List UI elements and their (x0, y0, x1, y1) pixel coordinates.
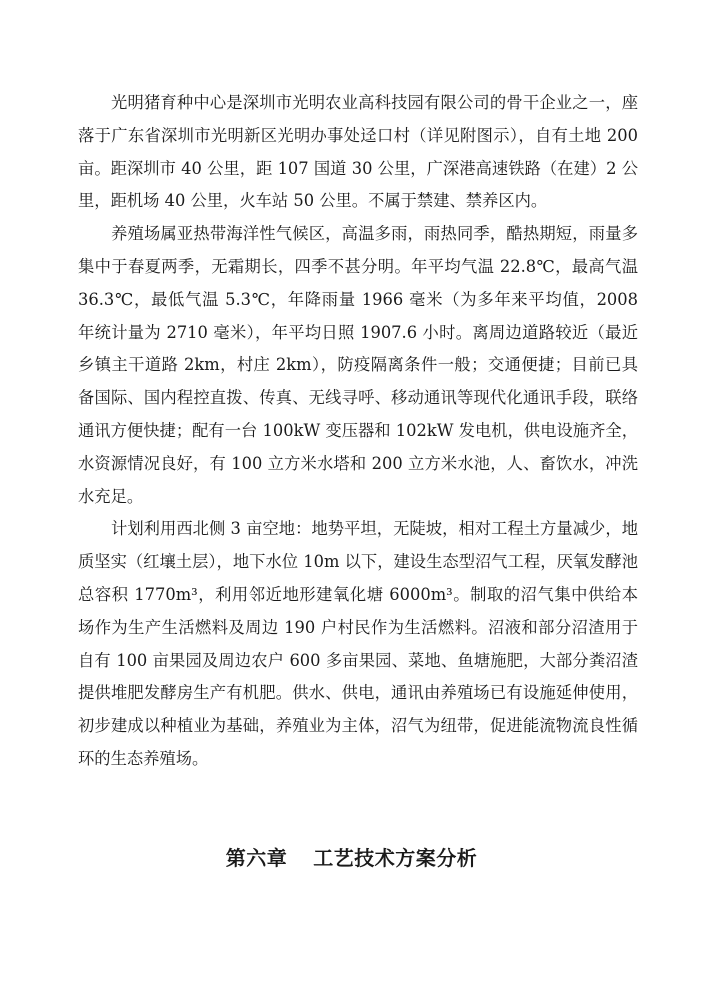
chapter-number: 第六章 (225, 846, 288, 870)
chapter-heading (0, 844, 703, 872)
body-text (78, 87, 638, 776)
paragraph-biogas-plan: 计划利用西北侧 3 亩空地：地势平坦，无陡坡，相对工程土方量减少，地质坚实（红壤土层），地下水位 10m 以下，建设生态型沼气工程，厌氧发酵池总容积 1770m³，利用邻近地形建氧化塘 6000m³。制取的沼气集中供给本场作为生产生活燃料及周边 190 户村民作为生活燃料。沼液和部分沼渣用于自有 100 亩果园及周边农户 600 多亩果园、菜地、鱼塘施肥，大部分粪沼渣提供堆肥发酵房生产有机肥。供水、供电，通讯由养殖场已有设施延伸使用，初步建成以种植业为基础，养殖业为主体，沼气为纽带，促进能流物流良性循环的生态养殖场。 (78, 519, 638, 768)
chapter-title: 工艺技术方案分析 (313, 846, 478, 870)
paragraph-climate-conditions: 养殖场属亚热带海洋性气候区，高温多雨，雨热同季，酷热期短，雨量多集中于春夏两季，无霜期长，四季不甚分明。年平均气温 22.8℃，最高气温 36.3℃，最低气温 5.3℃，年降雨量 1966 毫米（为多年来平均值，2008 年统计量为 2710 毫米），年平均日照 1907.6 小时。离周边道路较近（最近乡镇主干道路 2km，村庄 2km），防疫隔离条件一般；交通便捷；目前已具备国际、国内程控直拨、传真、无线寻呼、移动通讯等现代化通讯手段，联络通讯方便快捷；配有一台 100kW 变压器和 102kW 发电机，供电设施齐全，水资源情况良好，有 100 立方米水塔和 200 立方米水池，人、畜饮水，冲洗水充足。 (78, 224, 638, 506)
paragraph-location: 光明猪育种中心是深圳市光明农业高科技园有限公司的骨干企业之一，座落于广东省深圳市光明新区光明办事处迳口村（详见附图示），自有土地 200 亩。距深圳市 40 公里，距 107 国道 30 公里，广深港高速铁路（在建）2 公里，距机场 40 公里，火车站 50 公里。不属于禁建、禁养区内。 (78, 93, 638, 211)
